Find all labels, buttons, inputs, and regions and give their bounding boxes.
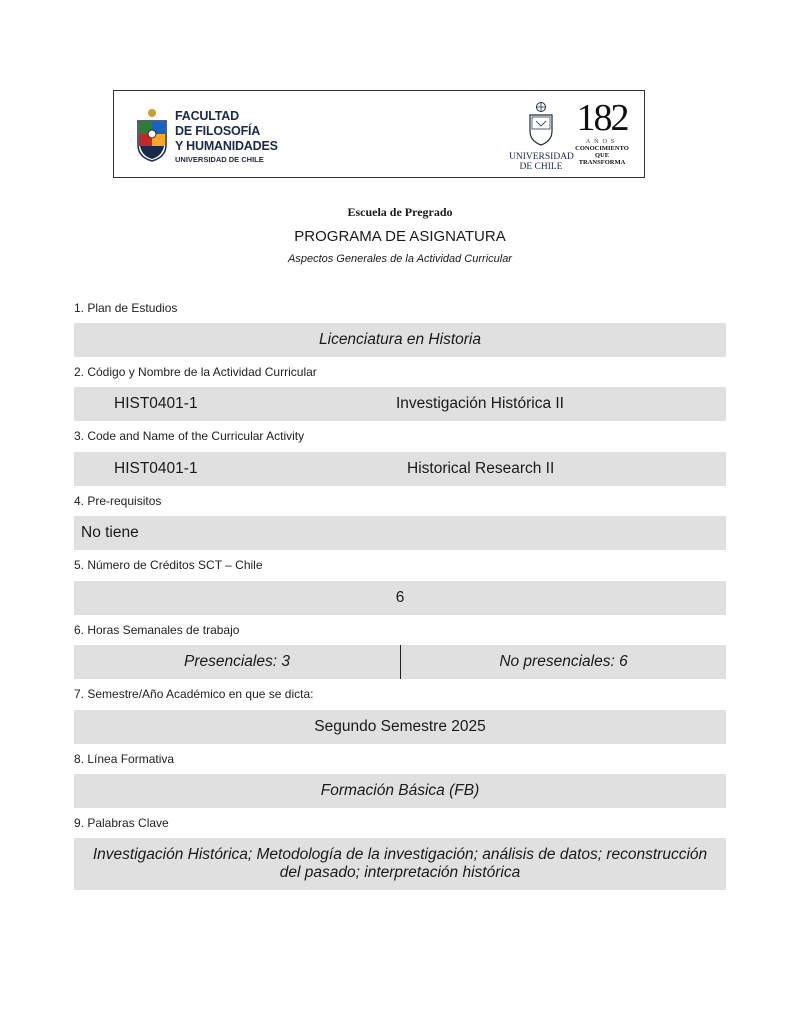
plan-label: 1. Plan de Estudios xyxy=(74,301,178,315)
creditos-label: 5. Número de Créditos SCT – Chile xyxy=(74,558,263,572)
page-title: PROGRAMA DE ASIGNATURA xyxy=(294,228,506,245)
anniversary-motto-line: CONOCIMIENTO xyxy=(575,145,629,152)
page-subtitle: Aspectos Generales de la Actividad Curricular xyxy=(288,253,512,265)
code-en-label: 3. Code and Name of the Curricular Activity xyxy=(74,429,305,443)
palabras-label: 9. Palabras Clave xyxy=(74,816,169,830)
codigo-name: Investigación Histórica II xyxy=(396,395,564,412)
university-name-line: DE CHILE xyxy=(519,162,563,172)
header-banner xyxy=(113,90,645,178)
horas-no-presenciales: No presenciales: 6 xyxy=(499,653,628,670)
code-en-field xyxy=(74,452,726,486)
faculty-name-line: Y HUMANIDADES xyxy=(175,139,278,153)
university-logo xyxy=(509,101,573,172)
faculty-name-line: DE FILOSOFÍA xyxy=(175,124,261,138)
prereq-label: 4. Pre-requisitos xyxy=(74,494,162,508)
code-en-name: Historical Research II xyxy=(407,460,555,477)
semestre-value: Segundo Semestre 2025 xyxy=(314,718,486,735)
horas-field xyxy=(74,645,726,679)
prereq-field xyxy=(74,516,726,550)
school-name: Escuela de Pregrado xyxy=(347,205,453,219)
creditos-field xyxy=(74,581,726,615)
anniversary-motto-line: QUE TRANSFORMA xyxy=(578,152,626,166)
codigo-field xyxy=(74,387,726,421)
faculty-shield-logo xyxy=(134,105,170,165)
anniversary-logo xyxy=(572,99,632,166)
linea-value: Formación Básica (FB) xyxy=(320,782,480,799)
palabras-field xyxy=(74,838,726,890)
anniversary-number: 182 xyxy=(576,97,628,139)
semestre-label: 7. Semestre/Año Académico en que se dicta: xyxy=(74,687,314,701)
anniversary-years: AÑOS xyxy=(585,139,619,145)
linea-field xyxy=(74,774,726,808)
plan-value: Licenciatura en Historia xyxy=(319,331,481,348)
linea-label: 8. Línea Formativa xyxy=(74,752,175,766)
prereq-value: No tiene xyxy=(81,524,139,541)
university-name-line: UNIVERSIDAD xyxy=(509,152,574,162)
plan-field xyxy=(74,323,726,357)
faculty-university-name: UNIVERSIDAD DE CHILE xyxy=(175,155,264,164)
horas-presenciales: Presenciales: 3 xyxy=(184,653,290,670)
creditos-value: 6 xyxy=(395,589,405,606)
code-en-code: HIST0401-1 xyxy=(114,460,198,477)
semestre-field xyxy=(74,710,726,744)
university-crest-icon xyxy=(526,101,556,147)
codigo-code: HIST0401-1 xyxy=(114,395,198,412)
horas-label: 6. Horas Semanales de trabajo xyxy=(74,623,240,637)
faculty-name-line: FACULTAD xyxy=(175,109,239,123)
codigo-label: 2. Código y Nombre de la Actividad Curricular xyxy=(74,365,317,379)
palabras-line-1: Investigación Histórica; Metodología de la investigación; análisis de datos; reconstrucción xyxy=(92,846,708,863)
palabras-line-2: del pasado; interpretación histórica xyxy=(279,864,521,881)
